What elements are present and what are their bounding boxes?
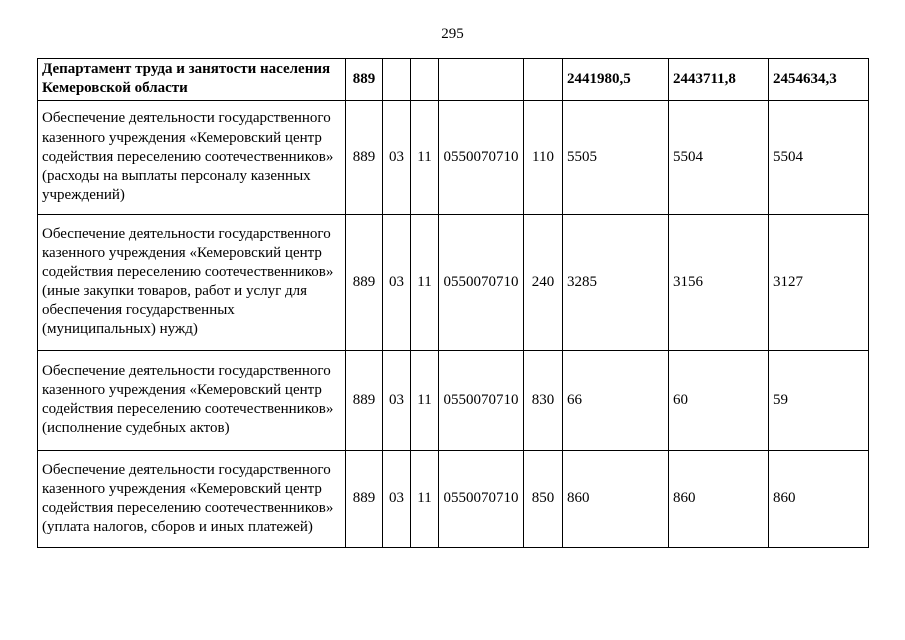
expense-type: 850 xyxy=(524,451,563,548)
section-code: 03 xyxy=(383,101,411,215)
amount-year1: 860 xyxy=(563,451,669,548)
subsection-code: 11 xyxy=(411,215,439,351)
table-row xyxy=(38,101,869,215)
amount-year1: 5505 xyxy=(563,101,669,215)
budget-table xyxy=(37,58,869,548)
amount-year2: 60 xyxy=(669,351,769,451)
section-code: 03 xyxy=(383,351,411,451)
amount-year2: 2443711,8 xyxy=(669,59,769,101)
target-article xyxy=(439,59,524,101)
row-name: Обеспечение деятельности государственного казенного учреждения «Кемеровский центр содействия переселению соотечественников» (исполнение судебных актов) xyxy=(38,351,346,451)
amount-year1: 2441980,5 xyxy=(563,59,669,101)
table-row xyxy=(38,215,869,351)
subsection-code: 11 xyxy=(411,101,439,215)
table-row xyxy=(38,59,869,101)
row-name: Обеспечение деятельности государственного казенного учреждения «Кемеровский центр содействия переселению соотечественников» (иные закупки товаров, работ и услуг для обеспечения государственных (муниципальных) нужд) xyxy=(38,215,346,351)
expense-type: 830 xyxy=(524,351,563,451)
table-row xyxy=(38,451,869,548)
target-article: 0550070710 xyxy=(439,351,524,451)
target-article: 0550070710 xyxy=(439,215,524,351)
amount-year1: 66 xyxy=(563,351,669,451)
subsection-code: 11 xyxy=(411,451,439,548)
row-name: Департамент труда и занятости населения Кемеровской области xyxy=(38,59,346,101)
expense-type: 240 xyxy=(524,215,563,351)
section-code xyxy=(383,59,411,101)
section-code: 03 xyxy=(383,215,411,351)
amount-year3: 3127 xyxy=(769,215,869,351)
amount-year3: 2454634,3 xyxy=(769,59,869,101)
grbs-code: 889 xyxy=(346,451,383,548)
table-row xyxy=(38,351,869,451)
section-code: 03 xyxy=(383,451,411,548)
grbs-code: 889 xyxy=(346,101,383,215)
amount-year3: 860 xyxy=(769,451,869,548)
grbs-code: 889 xyxy=(346,351,383,451)
subsection-code: 11 xyxy=(411,351,439,451)
grbs-code: 889 xyxy=(346,215,383,351)
amount-year2: 3156 xyxy=(669,215,769,351)
grbs-code: 889 xyxy=(346,59,383,101)
row-name: Обеспечение деятельности государственного казенного учреждения «Кемеровский центр содействия переселению соотечественников» (расходы на выплаты персоналу казенных учреждений) xyxy=(38,101,346,215)
page-number: 295 xyxy=(441,26,464,42)
target-article: 0550070710 xyxy=(439,101,524,215)
row-name: Обеспечение деятельности государственного казенного учреждения «Кемеровский центр содействия переселению соотечественников» (уплата налогов, сборов и иных платежей) xyxy=(38,451,346,548)
amount-year2: 860 xyxy=(669,451,769,548)
amount-year2: 5504 xyxy=(669,101,769,215)
subsection-code xyxy=(411,59,439,101)
amount-year3: 5504 xyxy=(769,101,869,215)
amount-year1: 3285 xyxy=(563,215,669,351)
amount-year3: 59 xyxy=(769,351,869,451)
expense-type xyxy=(524,59,563,101)
target-article: 0550070710 xyxy=(439,451,524,548)
expense-type: 110 xyxy=(524,101,563,215)
